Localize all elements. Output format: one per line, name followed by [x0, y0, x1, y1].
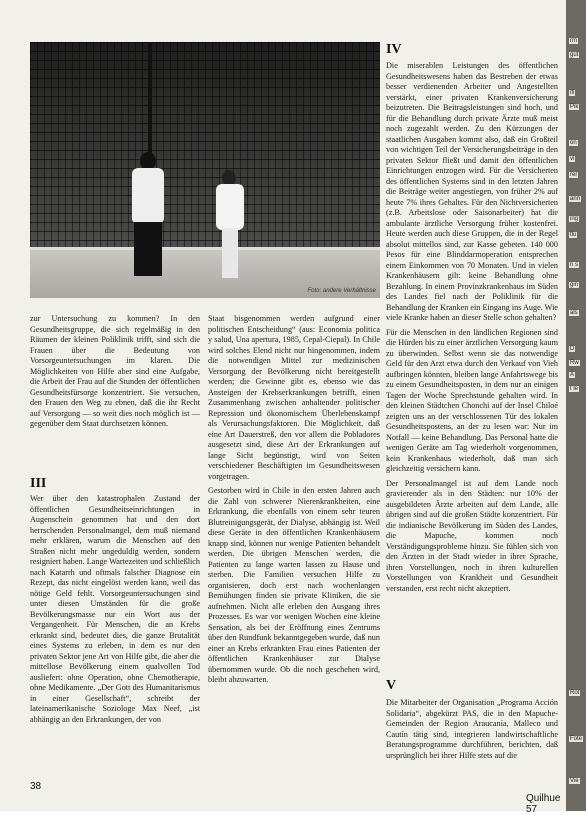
edge-text: gin — [570, 282, 579, 288]
paragraph: Für die Menschen in den ländlichen Regionen sind die Hürden bis zu einer ärztlichen Versorgung kaum zu überwinden. Selbst wenn sie das notwendige Geld für den Arzt etwa durch den Verkauf von Vieh aufbringen könnten, bleiben lange Anfahrtswege bis zu einem Gesundheitsposten, in dem nur an einigen Tagen der Woche Sprechstunde gehalten wird. In den kleinen Städtchen Chonchi auf der Insel Chiloé zeigten uns an der verschlossenen Tür des lokalen Gesundheitspostens, an der zu lesen war: Nur im Notfall — keine Behandlung. Das Personal hatte die wenigen Geräte am Tag wiederholt vorgenommen, kein Krankenhaus wiederholt, daß man sich gleichzeitig versichern kann. — [386, 327, 558, 473]
edge-text: Rot — [570, 690, 580, 696]
edge-text: A — [570, 372, 575, 378]
edge-text: on — [570, 140, 577, 146]
edge-text: D — [570, 346, 575, 352]
photo-person-left — [126, 152, 170, 282]
edge-text: ing — [570, 216, 579, 222]
edge-text: als — [570, 310, 578, 316]
column-3 — [386, 61, 558, 598]
section-numeral-v: V — [386, 678, 397, 693]
edge-text: rer — [570, 172, 578, 178]
edge-text: t le — [570, 386, 579, 392]
photo-wall — [30, 42, 380, 250]
page-number-left: 38 — [30, 781, 42, 792]
street-photo — [30, 42, 380, 298]
photo-credit: Foto: andere Verhältnisse — [307, 288, 376, 294]
section-numeral-iii: III — [30, 476, 47, 491]
edge-text: n s — [570, 262, 579, 268]
section-numeral-iv: IV — [386, 42, 402, 57]
paragraph: Der Personalmangel ist auf dem Lande noch gravierender als in den Städten: nur 10% der ausgebildeten Ärzte arbeiten auf dem Lande, alle übrigen sind auf die großen Städte konzentriert. Für die indianische Bevölkerung im Süden des Landes, die Mapuche, kommen noch Verständigungsprobleme hinzu. Sie fühlen sich von den Ärzten in der Stadt wieder in ihrer Sprache, ihren Vorstellungen, noch in ihren kulturellen Vorstellungen von Krankheit und Gesundheit verstanden, erst recht nicht akzeptiert. — [386, 478, 558, 593]
photo-person-right — [212, 170, 248, 280]
edge-text: Pik — [570, 104, 579, 110]
column-1-bottom — [30, 494, 200, 729]
paragraph: Die Mitarbeiter der Organisation „Programa Acción Solidaria“, abgekürzt PAS, die in den Mapuche-Gemeinden der Region Araucanía, Malleco und Cautín tätig sind, integrieren landwirtschaftliche Beratungsprogramme durchführen, berichten, daß ursprünglich bei ihrer Hilfe stets auf die — [386, 698, 558, 760]
edge-text: rm — [570, 38, 577, 44]
edge-text: vi — [570, 156, 575, 162]
edge-text: ifi — [570, 90, 575, 96]
page-number-right: Quilhue 57 — [526, 793, 561, 815]
edge-text: Vie — [570, 778, 579, 784]
edge-text: ann — [570, 196, 581, 202]
paragraph: zur Untersuchung zu kommen? In den Gesundheitsgruppe, die sich regelmäßig in den Räumen der kleinen Poliklinik trifft, sind sich die Frauen über die Bedeutung von Vorsorgeuntersuchungen im klaren. Die Möglichkeiten von Hilfe aber sind eine Aufgabe, die Arbeit der Frau auf die Stunden der öffentlichen Gesundheitsfürsorge konzentriert. Sie versuchen, den Frauen den Weg zu ebnen, daß die ihr Recht auf Versorgung — so weit dies noch möglich ist — gegenüber dem Staat durchsetzen können. — [30, 314, 200, 428]
column-1-top — [30, 314, 200, 434]
paragraph: Wer über den katastrophalen Zustand der öffentlichen Gesundheitseinrichtungen in Augenschein genommen hat und den dort herrschenden Personalmangel, dem muß niemand mehr erklären, warum die Menschen auf den Straßen nicht mehr ungeduldig werden, sondern resigniert haben. Lange Wartezeiten und schließlich nach Katarrh und oftmals falscher Diagnose ein Rezept, das nicht eingelöst werden kann, weil das nötige Geld fehlt. Vorsorgeuntersuchungen sind unter diesen Umständen für die große Bevölkerungsmasse nur ein Wort aus der Vergangenheit. Für Menschen, die an Krebs erkrankt sind, bedeutet dies, die ganze Brutalität eines Systems zu erleben, in dem es nur den privaten Sektor jene Art von Hilfe gibt, die aber die mittellose Bevölkerung einem qualvollen Tod ausliefert: ohne Operation, ohne Chemotherapie, ohne Medikamente. „Der Gott des Humanitarismus in einer Gesellschaft“, schreibt der lateinamerikanische Soziologe Max Neef, „ist abhängig an den Erkrankungen, der von — [30, 494, 200, 724]
edge-text: tlu — [570, 232, 577, 238]
paragraph: Die miserablen Leistungen des öffentlichen Gesundheitswesens haben das Bestreben der etwas besser verdienenden Arbeiter und Angestellten verstärkt, einer privaten Krankenversicherung beizutreten. Die Beitragsleistungen sind hoch, und für die Behandlung durch private Ärzte muß meist noch zugezahlt werden. Zu den Kürzungen der staatlichen Ausgaben kommt also, daß ein Großteil von wichtigen Teil der Versicherungsbeiträge in den privaten Sektor fließt und damit den öffentlichen Einrichtungen entzogen wird. Für die Versicherten des öffentlichen Systems sind in den letzten Jahren die Beiträge weiter angestiegen, von früher 2% auf heute 7% ihres Gehaltes. Für den Nichtversicherten (z.B. Arbeitslose oder Saisonarbeiter) hat die ambulante ärztliche Versorgung früher kostenfrei. Heute werden auch diese Gruppen, die in der Regel absolut mittellos sind, zur Kasse gebeten. 140 000 Pesos für eine Blinddarmoperation entsprechen einem Einkommen von 70 Monaten. Und in vielen Krankenhäusern gilt: keine Behandlung ohne Bezahlung. In einem Provinzkrankenhaus im Süden des Landes fiel nach der Poliklinik für die Behandlung der Kranken ein Eingang ins Auge. Wie viele Kranke haben an dieser Stelle schon gehalten? — [386, 61, 558, 322]
column-2 — [208, 314, 380, 690]
edge-text: Fote — [570, 736, 583, 742]
paragraph: Staat bisgenommen werden aufgrund einer politischen Entscheidung“ (aus: Economia politica y salud, Una apertura, 1985, Cepal-Ciepal). In Chile wird solches Elend nicht nur hingenommen, indem die notwendigen Mittel zur medizinischen Versorgung der Bevölkerung nicht bereitgestellt werden; die Gewinne gibt es, ebenso wie das Ansteigen der Krebserkrankungen betrifft, einen Zusammenhang zwischen anhaltender politischer Repression und ökonomischem Überlebenskampf als Verursachungsfaktoren. Die Möglichkeit, daß eine Art Dauerstreß, den vor allem die Pobladores ausgesetzt sind, diese Art der Erkrankungen auf lange Sicht begünstigt, wird von Seiten verschiedener Beschäftigten im Gesundheitswesen vorgetragen. — [208, 314, 380, 481]
edge-text: gut — [570, 52, 579, 58]
adjacent-page-edge — [566, 0, 586, 811]
column-3-bottom — [386, 698, 558, 765]
paragraph: Gestorben wird in Chile in den ersten Jahren auch die Zahl von schwerer Nierenkrankheiten, eine Erkrankung, die ebenfalls von einem sehr teuren Blutreinigungsgerät, der Dialyse, abhängig ist. Weil diese Geräte in den öffentlichen Krankenhäusern knapp sind, können nur wenige Patienten behandelt werden. Die übrigen Menschen werden, die Patienten zu lange warten lassen zu Hause und sterben. Die Familien versuchen Hilfe zu organisieren, doch erst nach wochenlangen Bemühungen finden sie private Kliniken, die sie aufnehmen. Nicht alle erleben den Ausgang ihres Prozesses. Es war vor wenigen Wochen eine kleine Sensation, als bei der Eröffnung eines Zentrums über den Rundfunk bekanntgegeben wurde, daß nun einer an Krebs erkrankten Frau eines Patienten der öffentlichen Krankenhäuser zur Dialyse übernommen wurde. Ob die noch geschehen wird, bleibt abzuwarten. — [208, 486, 380, 684]
edge-text: Rw — [570, 360, 579, 366]
